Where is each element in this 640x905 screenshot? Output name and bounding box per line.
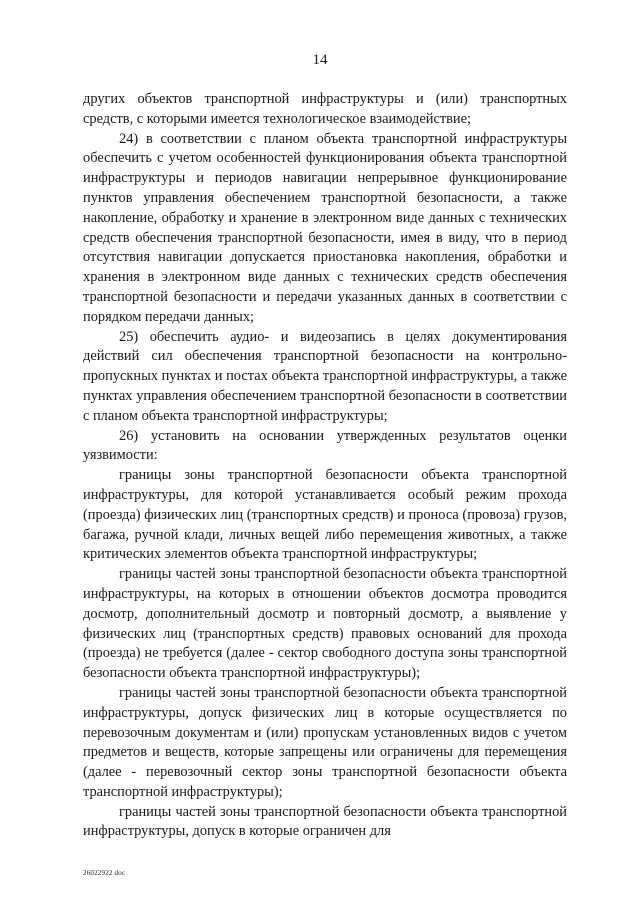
- paragraph-transport-sector: границы частей зоны транспортной безопасности объекта транспортной инфраструктуры, допуск физических лиц в которые осуществляется по перевозочным документам и (или) пропускам установленных видов с учетом предметов и веществ, которые запрещены или ограничены для перемещения (далее - перевозочный сектор зоны транспортной безопасности объекта транспортной инфраструктуры);: [83, 684, 567, 800]
- document-body: [83, 90, 567, 842]
- paragraph-restricted-sector: границы частей зоны транспортной безопасности объекта транспортной инфраструктуры, допуск в которые ограничен для: [83, 803, 567, 840]
- footer-doc-id: 26022922 doc: [83, 869, 126, 877]
- paragraph-item-24: 24) в соответствии с планом объекта транспортной инфраструктуры обеспечить с учетом особенностей функционирования объекта транспортной инфраструктуры и периодов навигации непрерывное функционирование пунктов управления обеспечением транспортной безопасности, а также накопление, обработку и хранение в электронном виде данных с технических средств обеспечения транспортной безопасности, имея в виду, что в период отсутствия навигации допускается приостановка накопления, обработки и хранения в электронном виде данных с технических средств обеспечения транспортной безопасности и передачи указанных данных в соответствии с порядком передачи данных;: [83, 130, 567, 325]
- paragraph-zone-boundaries: границы зоны транспортной безопасности объекта транспортной инфраструктуры, для которой устанавливается особый режим прохода (проезда) физических лиц (транспортных средств) и проноса (провоза) грузов, багажа, ручной клади, личных вещей либо перемещения животных, а также критических элементов объекта транспортной инфраструктуры;: [83, 467, 567, 563]
- paragraph-item-26: 26) установить на основании утвержденных результатов оценки уязвимости:: [83, 427, 567, 464]
- paragraph-item-25: 25) обеспечить аудио- и видеозапись в целях документирования действий сил обеспечения транспортной безопасности на контрольно-пропускных пунктах и постах объекта транспортной инфраструктуры, а также пунктах управления обеспечением транспортной безопасности в соответствии с планом объекта транспортной инфраструктуры;: [83, 328, 567, 424]
- paragraph-continuation: других объектов транспортной инфраструктуры и (или) транспортных средств, с которыми имеется технологическое взаимодействие;: [83, 91, 567, 127]
- paragraph-free-access-sector: границы частей зоны транспортной безопасности объекта транспортной инфраструктуры, на которых в отношении объектов досмотра проводится досмотр, дополнительный досмотр и повторный досмотр, а выявление у физических лиц (транспортных средств) правовых оснований для прохода (проезда) не требуется (далее - сектор свободного доступа зоны транспортной безопасности объекта транспортной инфраструктуры);: [83, 566, 567, 682]
- page-number: 14: [312, 52, 328, 68]
